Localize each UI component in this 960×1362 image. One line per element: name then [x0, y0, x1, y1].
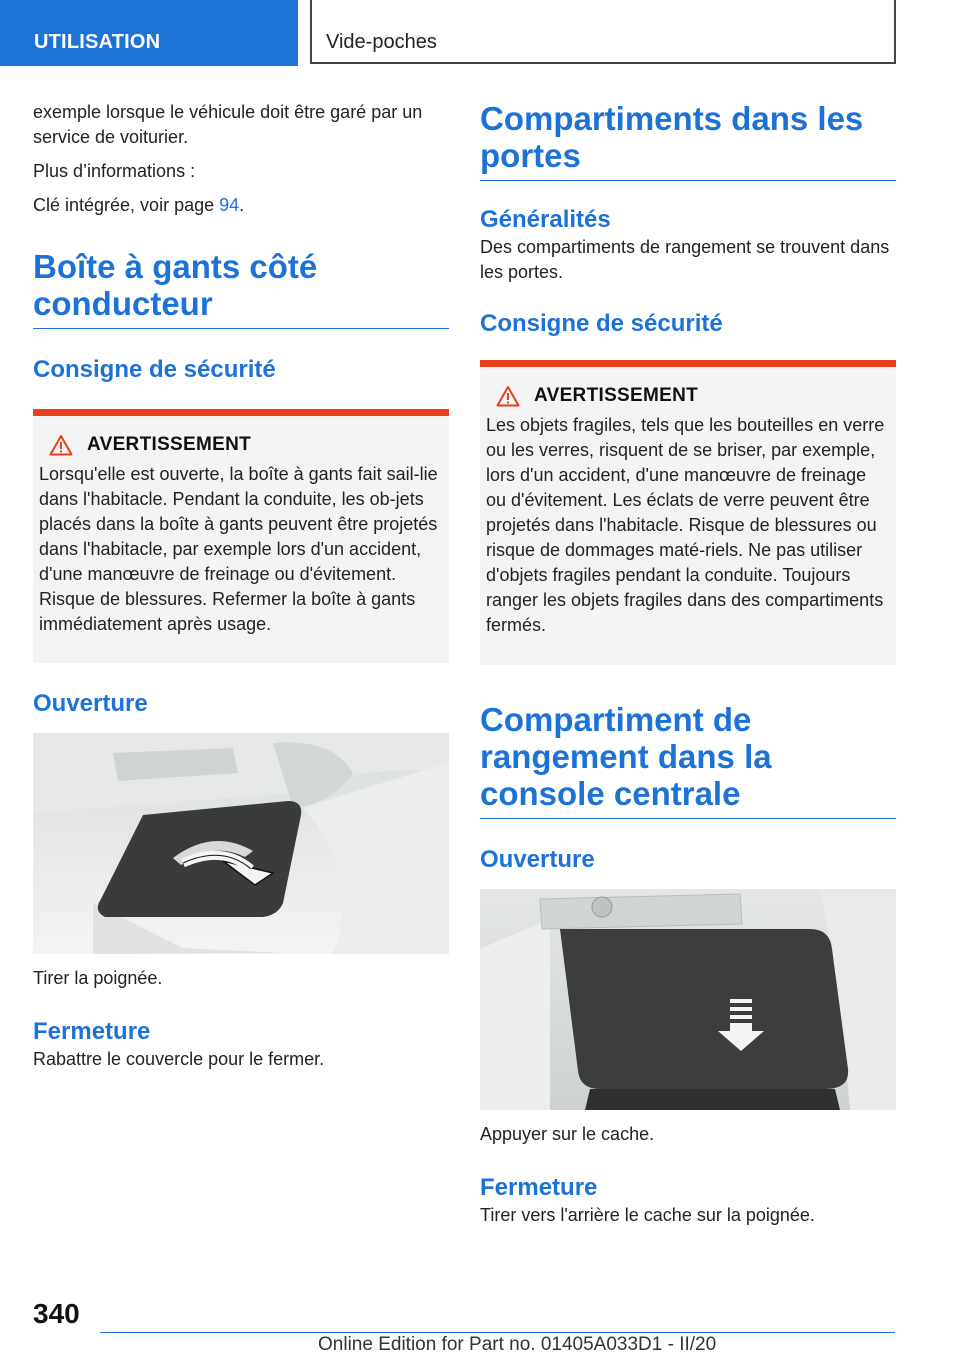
reference-text: Clé intégrée, voir page: [33, 195, 220, 215]
closing-heading-console: Fermeture: [480, 1174, 598, 1201]
reference-suffix: .: [239, 195, 245, 215]
warning-triangle-icon: [49, 434, 73, 456]
opening-caption: Tirer la poignée.: [33, 968, 163, 988]
warning-title-row: [49, 434, 443, 456]
more-info-label: Plus d’informations :: [33, 161, 196, 181]
safety-heading: Consigne de sécurité: [33, 356, 276, 383]
left-column: [33, 100, 449, 1072]
page-number: 340: [33, 1298, 80, 1329]
footer-divider: [100, 1332, 895, 1333]
page-header: [0, 0, 960, 66]
edition-note: Online Edition for Part no. 01405A033D1 - II/20: [318, 1334, 717, 1355]
warning-title-doors: AVERTISSEMENT: [534, 385, 699, 406]
section-title-door-compartments: Compartiments dans les portes: [480, 100, 896, 181]
closing-text-console: Tirer vers l'arrière le cache sur la poignée.: [480, 1205, 815, 1225]
general-heading: Généralités: [480, 206, 611, 233]
chapter-title: Vide-poches: [310, 0, 896, 64]
console-photo: [480, 889, 896, 1110]
warning-text-doors: Les objets fragiles, tels que les bouteilles en verre ou les verres, risquent de se briser, par exemple, lors d'un accident, d'une manœuvre de freinage ou d'évitement. Les éclats de verre peuvent être projetés dans l'habitacle. Risque de blessures ou risque de dommages maté-riels. Ne pas utiliser d'objets fragiles pendant la conduite. Toujours ranger les objets fragiles dans des compartiments fermés.: [486, 415, 885, 635]
glovebox-photo: [33, 733, 449, 954]
warning-box: [33, 409, 449, 663]
warning-triangle-icon: [496, 385, 520, 407]
right-column: [480, 100, 896, 1228]
section-title-center-console: Compartiment de rangement dans la console centrale: [480, 701, 896, 819]
opening-heading: Ouverture: [33, 690, 148, 717]
safety-heading-doors: Consigne de sécurité: [480, 310, 723, 337]
general-text: Des compartiments de rangement se trouvent dans les portes.: [480, 237, 890, 282]
closing-heading: Fermeture: [33, 1018, 151, 1045]
cross-reference: [33, 193, 449, 218]
section-tab: UTILISATION: [0, 0, 298, 66]
opening-caption-console: Appuyer sur le cache.: [480, 1124, 655, 1144]
warning-title: AVERTISSEMENT: [87, 434, 252, 455]
warning-text: Lorsqu'elle est ouverte, la boîte à gants fait sail-lie dans l'habitacle. Pendant la conduite, les ob-jets placés dans la boîte à gants peuvent être projetés dans l'habitacle, par exemple lors d'un accident, d'une manœuvre de freinage ou d'évitement. Risque de blessures. Refermer la boîte à gants immédiatement après usage.: [39, 464, 438, 634]
closing-text: Rabattre le couvercle pour le fermer.: [33, 1049, 325, 1069]
page-link[interactable]: 94: [219, 195, 240, 215]
section-title-glovebox: Boîte à gants côté conducteur: [33, 248, 449, 329]
opening-heading-console: Ouverture: [480, 846, 595, 873]
intro-paragraph: exemple lorsque le véhicule doit être garé par un service de voiturier.: [33, 102, 423, 147]
warning-box-doors: [480, 360, 896, 665]
warning-title-row-doors: [496, 385, 890, 407]
